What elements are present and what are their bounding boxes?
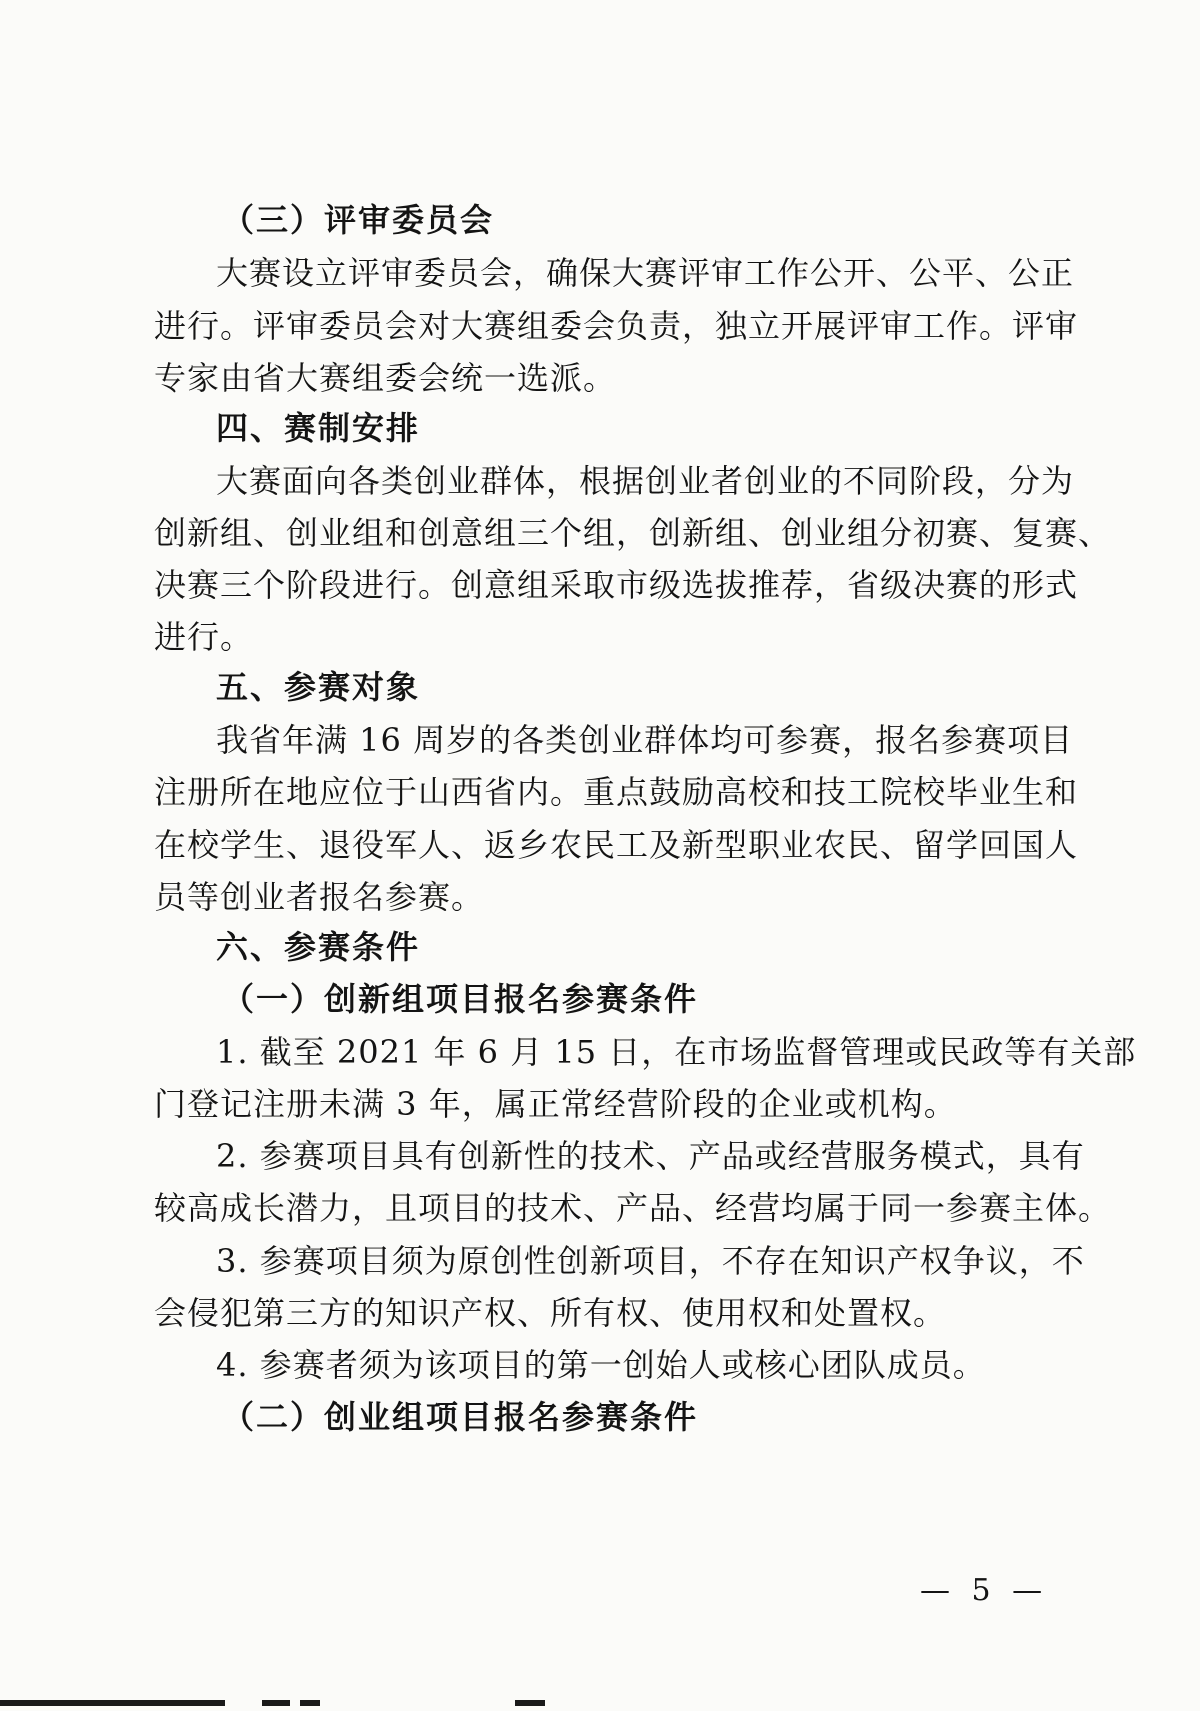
page-number: — 5 — xyxy=(920,1573,1049,1608)
paragraph-line: 3. 参赛项目须为原创性创新项目，不存在知识产权争议，不 xyxy=(216,1242,1085,1280)
subsection-heading-innovation-group: （一）创新组项目报名参赛条件 xyxy=(222,980,699,1018)
section-heading-review-committee: （三）评审委员会 xyxy=(222,201,495,239)
paragraph-line: 进行。 xyxy=(154,618,254,656)
paragraph-line: 专家由省大赛组委会统一选派。 xyxy=(154,359,617,397)
section-heading-entry-conditions: 六、参赛条件 xyxy=(216,928,421,966)
paragraph-line: 2. 参赛项目具有创新性的技术、产品或经营服务模式，具有 xyxy=(216,1137,1085,1175)
scan-edge-mark xyxy=(515,1700,545,1706)
paragraph-line: 1. 截至 2021 年 6 月 15 日，在市场监督管理或民政等有关部 xyxy=(216,1033,1137,1071)
paragraph-line: 大赛设立评审委员会，确保大赛评审工作公开、公平、公正 xyxy=(216,254,1075,292)
paragraph-line: 注册所在地应位于山西省内。重点鼓励高校和技工院校毕业生和 xyxy=(154,773,1079,811)
scan-edge-mark xyxy=(300,1700,320,1706)
subsection-heading-startup-group: （二）创业组项目报名参赛条件 xyxy=(222,1398,699,1436)
paragraph-line: 创新组、创业组和创意组三个组，创新组、创业组分初赛、复赛、 xyxy=(154,514,1112,552)
paragraph-line: 决赛三个阶段进行。创意组采取市级选拔推荐，省级决赛的形式 xyxy=(154,566,1079,604)
paragraph-line: 会侵犯第三方的知识产权、所有权、使用权和处置权。 xyxy=(154,1294,947,1332)
paragraph-line: 进行。评审委员会对大赛组委会负责，独立开展评审工作。评审 xyxy=(154,307,1079,345)
paragraph-line: 较高成长潜力，且项目的技术、产品、经营均属于同一参赛主体。 xyxy=(154,1189,1112,1227)
paragraph-line: 4. 参赛者须为该项目的第一创始人或核心团队成员。 xyxy=(216,1346,986,1384)
paragraph-line: 门登记注册未满 3 年，属正常经营阶段的企业或机构。 xyxy=(154,1085,957,1123)
paragraph-line: 大赛面向各类创业群体，根据创业者创业的不同阶段，分为 xyxy=(216,462,1075,500)
section-heading-participants: 五、参赛对象 xyxy=(216,668,421,706)
paragraph-line: 在校学生、退役军人、返乡农民工及新型职业农民、留学回国人 xyxy=(154,826,1079,864)
paragraph-line: 员等创业者报名参赛。 xyxy=(154,878,485,916)
paragraph-line: 我省年满 16 周岁的各类创业群体均可参赛，报名参赛项目 xyxy=(216,721,1074,759)
scan-edge-mark xyxy=(262,1700,290,1706)
section-heading-competition-format: 四、赛制安排 xyxy=(216,409,421,447)
scan-edge-mark xyxy=(0,1700,225,1706)
